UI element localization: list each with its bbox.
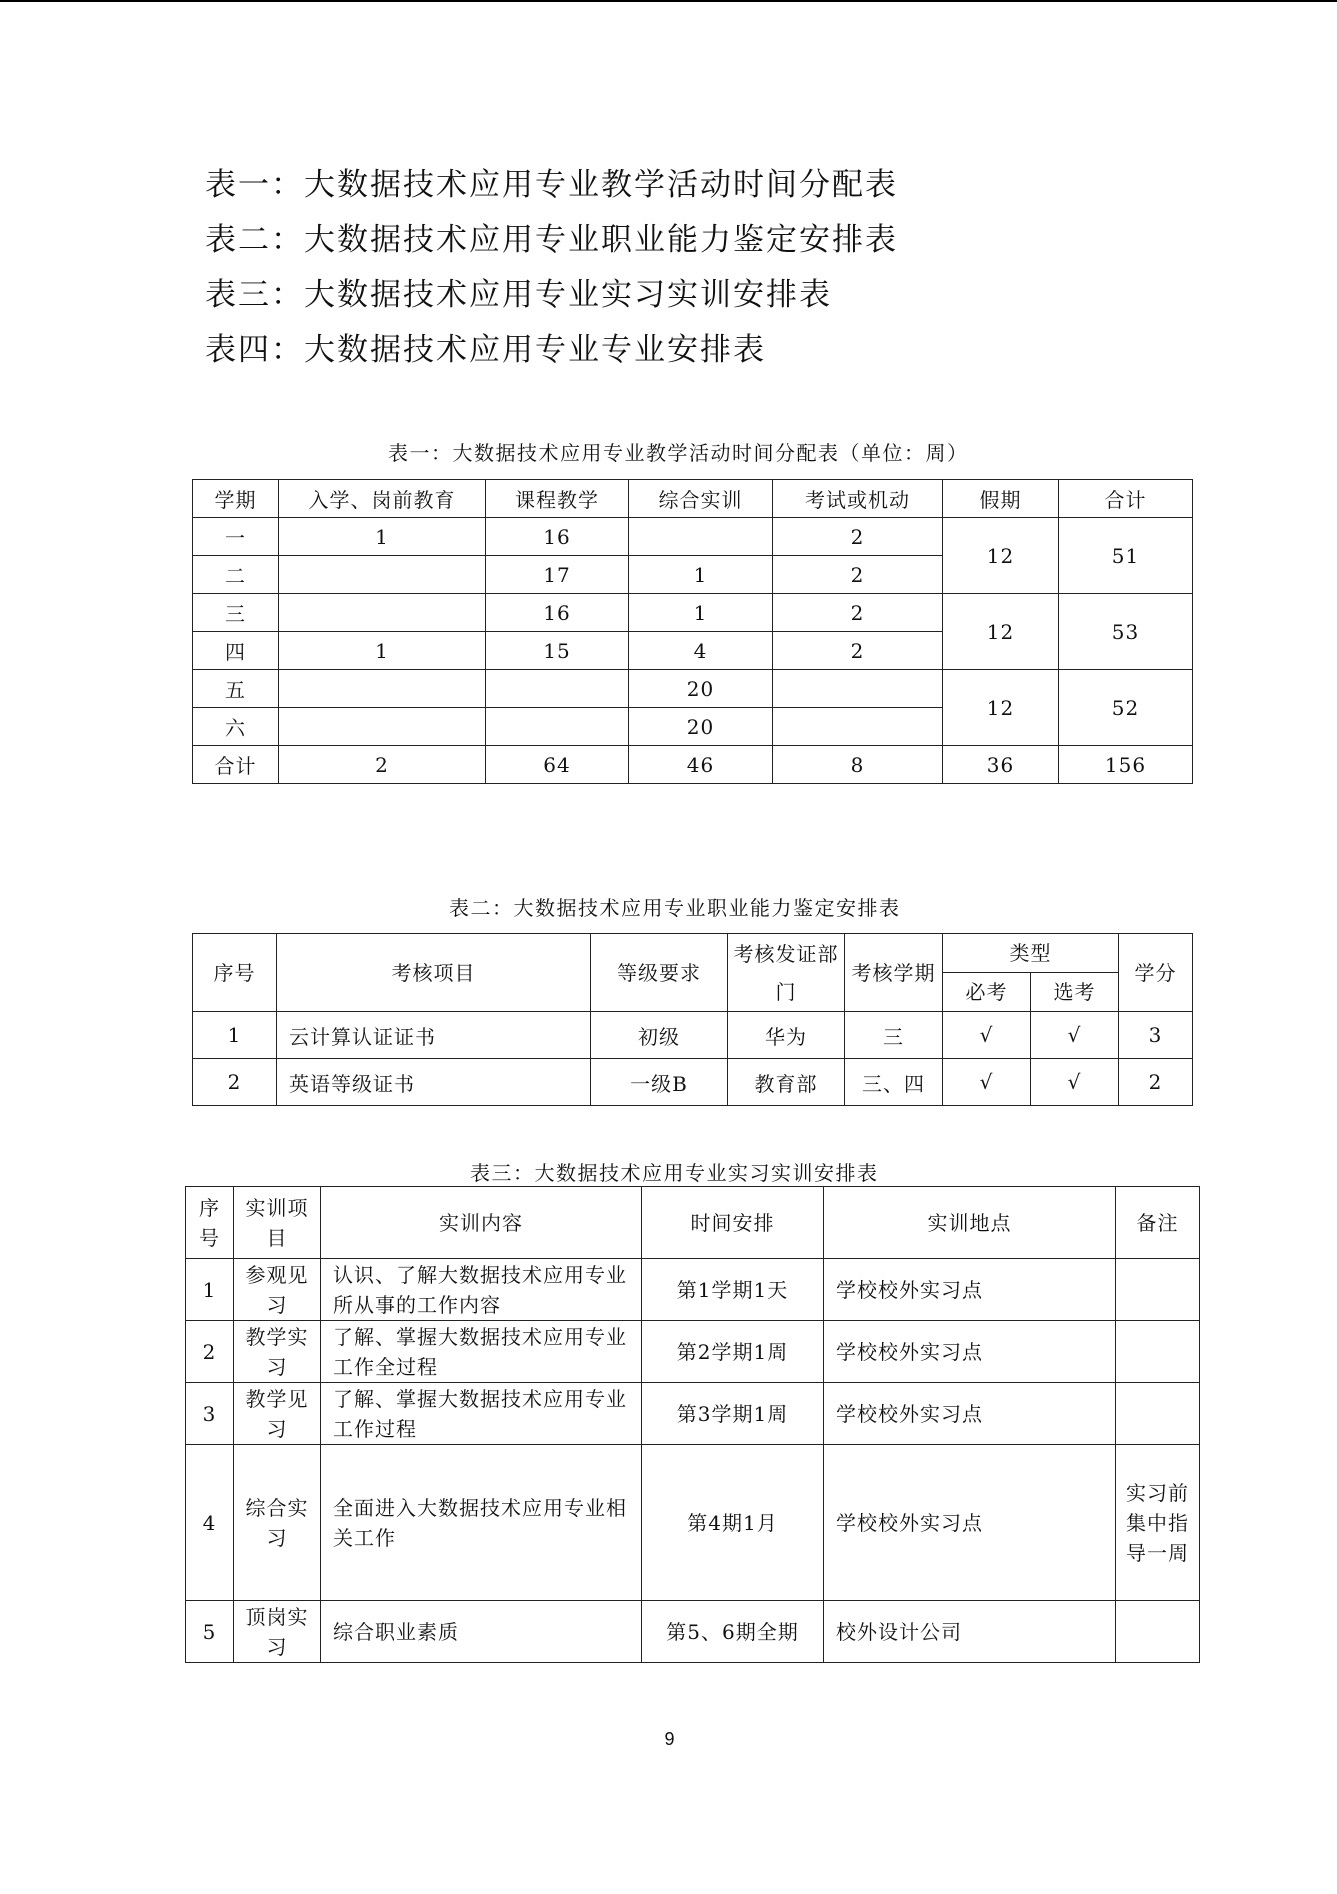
table-row bbox=[186, 1445, 1200, 1601]
table-cell: 英语等级证书 bbox=[277, 1059, 591, 1106]
table-cell: 参观见习 bbox=[234, 1259, 321, 1321]
table-cell bbox=[279, 556, 486, 594]
sum-cell: 2 bbox=[279, 746, 486, 784]
table-cell: 顶岗实习 bbox=[234, 1601, 321, 1663]
table-cell: 第2学期1周 bbox=[642, 1321, 824, 1383]
table-cell: 一级B bbox=[591, 1059, 728, 1106]
table-row bbox=[193, 670, 1193, 708]
table-cell: 了解、掌握大数据技术应用专业工作过程 bbox=[321, 1383, 642, 1445]
term-cell: 三 bbox=[193, 594, 279, 632]
table-cell: 学校校外实习点 bbox=[824, 1259, 1116, 1321]
table-cell bbox=[773, 708, 943, 746]
table-cell: 16 bbox=[486, 594, 629, 632]
table-cell: 教学实习 bbox=[234, 1321, 321, 1383]
table-cell bbox=[1116, 1321, 1200, 1383]
table-cell: 4 bbox=[629, 632, 773, 670]
header-cell: 学期 bbox=[193, 480, 279, 518]
table-row bbox=[193, 518, 1193, 556]
table-header-row bbox=[193, 934, 1193, 973]
table-cell: 云计算认证证书 bbox=[277, 1012, 591, 1059]
table-cell: 17 bbox=[486, 556, 629, 594]
sum-row bbox=[193, 746, 1193, 784]
header-cell: 等级要求 bbox=[591, 934, 728, 1012]
table-row bbox=[193, 594, 1193, 632]
header-cell: 必考 bbox=[943, 973, 1031, 1012]
header-cell: 考核学期 bbox=[845, 934, 943, 1012]
header-cell: 类型 bbox=[943, 934, 1119, 973]
header-cell: 综合实训 bbox=[629, 480, 773, 518]
table-cell: 学校校外实习点 bbox=[824, 1321, 1116, 1383]
check-cell: √ bbox=[1031, 1012, 1119, 1059]
table-cell: 三、四 bbox=[845, 1059, 943, 1106]
check-cell: √ bbox=[1031, 1059, 1119, 1106]
header-cell: 实训地点 bbox=[824, 1187, 1116, 1259]
sum-cell: 8 bbox=[773, 746, 943, 784]
table-list-item: 表四：大数据技术应用专业专业安排表 bbox=[205, 332, 766, 368]
total-cell: 51 bbox=[1059, 518, 1193, 594]
holiday-cell: 12 bbox=[943, 518, 1059, 594]
header-cell: 合计 bbox=[1059, 480, 1193, 518]
term-cell: 五 bbox=[193, 670, 279, 708]
table-cell bbox=[1116, 1601, 1200, 1663]
sum-cell: 46 bbox=[629, 746, 773, 784]
sum-cell: 64 bbox=[486, 746, 629, 784]
table-cell: 2 bbox=[773, 556, 943, 594]
table-cell: 1 bbox=[279, 632, 486, 670]
table-cell: 第3学期1周 bbox=[642, 1383, 824, 1445]
table-row bbox=[193, 1059, 1193, 1106]
table-cell bbox=[279, 708, 486, 746]
header-cell: 考核项目 bbox=[277, 934, 591, 1012]
header-cell: 课程教学 bbox=[486, 480, 629, 518]
term-cell: 二 bbox=[193, 556, 279, 594]
check-cell: √ bbox=[943, 1012, 1031, 1059]
table-row bbox=[193, 1012, 1193, 1059]
table-cell: 1 bbox=[186, 1259, 234, 1321]
table-cell: 教学见习 bbox=[234, 1383, 321, 1445]
table-cell: 2 bbox=[773, 594, 943, 632]
table-cell bbox=[486, 670, 629, 708]
header-cell: 假期 bbox=[943, 480, 1059, 518]
total-cell: 52 bbox=[1059, 670, 1193, 746]
table-list-item: 表一：大数据技术应用专业教学活动时间分配表 bbox=[205, 167, 898, 203]
table-cell: 了解、掌握大数据技术应用专业工作全过程 bbox=[321, 1321, 642, 1383]
table-row bbox=[186, 1601, 1200, 1663]
table-cell: 三 bbox=[845, 1012, 943, 1059]
header-cell: 时间安排 bbox=[642, 1187, 824, 1259]
table-cell: 教育部 bbox=[728, 1059, 845, 1106]
term-cell: 一 bbox=[193, 518, 279, 556]
table-row bbox=[186, 1321, 1200, 1383]
sum-cell: 36 bbox=[943, 746, 1059, 784]
holiday-cell: 12 bbox=[943, 594, 1059, 670]
table-cell: 认识、了解大数据技术应用专业所从事的工作内容 bbox=[321, 1259, 642, 1321]
total-cell: 53 bbox=[1059, 594, 1193, 670]
table-cell: 1 bbox=[279, 518, 486, 556]
header-cell: 序号 bbox=[186, 1187, 234, 1259]
table-header-row bbox=[193, 480, 1193, 518]
table-cell: 4 bbox=[186, 1445, 234, 1601]
table-list bbox=[205, 158, 898, 378]
table1-caption: 表一：大数据技术应用专业教学活动时间分配表（单位：周） bbox=[388, 441, 969, 465]
table-cell: 3 bbox=[1119, 1012, 1193, 1059]
table-cell: 16 bbox=[486, 518, 629, 556]
header-cell: 考核发证部门 bbox=[728, 934, 845, 1012]
teaching-time-table bbox=[192, 479, 1193, 784]
table-cell: 2 bbox=[773, 632, 943, 670]
table-header-row bbox=[186, 1187, 1200, 1259]
table-cell bbox=[629, 518, 773, 556]
table-cell: 5 bbox=[186, 1601, 234, 1663]
term-cell: 六 bbox=[193, 708, 279, 746]
table2-caption: 表二：大数据技术应用专业职业能力鉴定安排表 bbox=[449, 896, 901, 920]
table-cell: 综合职业素质 bbox=[321, 1601, 642, 1663]
table-cell bbox=[1116, 1383, 1200, 1445]
table-cell: 第4期1月 bbox=[642, 1445, 824, 1601]
header-cell: 实训内容 bbox=[321, 1187, 642, 1259]
internship-table bbox=[185, 1186, 1200, 1663]
table-cell: 初级 bbox=[591, 1012, 728, 1059]
check-cell: √ bbox=[943, 1059, 1031, 1106]
term-cell: 四 bbox=[193, 632, 279, 670]
sum-label-cell: 合计 bbox=[193, 746, 279, 784]
table-cell: 1 bbox=[629, 556, 773, 594]
table-list-item: 表二：大数据技术应用专业职业能力鉴定安排表 bbox=[205, 222, 898, 258]
header-cell: 学分 bbox=[1119, 934, 1193, 1012]
table-cell: 3 bbox=[186, 1383, 234, 1445]
table-cell: 20 bbox=[629, 708, 773, 746]
table-cell: 第5、6期全期 bbox=[642, 1601, 824, 1663]
table-list-item: 表三：大数据技术应用专业实习实训安排表 bbox=[205, 277, 832, 313]
table-cell: 2 bbox=[773, 518, 943, 556]
table-cell: 第1学期1天 bbox=[642, 1259, 824, 1321]
table-cell: 2 bbox=[1119, 1059, 1193, 1106]
table-cell: 2 bbox=[186, 1321, 234, 1383]
table-cell: 华为 bbox=[728, 1012, 845, 1059]
sum-cell: 156 bbox=[1059, 746, 1193, 784]
table3-caption: 表三：大数据技术应用专业实习实训安排表 bbox=[470, 1161, 879, 1185]
header-cell: 序号 bbox=[193, 934, 277, 1012]
table-cell: 综合实习 bbox=[234, 1445, 321, 1601]
header-cell: 备注 bbox=[1116, 1187, 1200, 1259]
table-cell bbox=[1116, 1259, 1200, 1321]
table-cell bbox=[279, 670, 486, 708]
page-number: 9 bbox=[664, 1729, 675, 1749]
table-cell: 学校校外实习点 bbox=[824, 1383, 1116, 1445]
table-cell: 20 bbox=[629, 670, 773, 708]
header-cell: 实训项目 bbox=[234, 1187, 321, 1259]
table-cell: 校外设计公司 bbox=[824, 1601, 1116, 1663]
header-cell: 入学、岗前教育 bbox=[279, 480, 486, 518]
table-cell: 15 bbox=[486, 632, 629, 670]
table-cell bbox=[773, 670, 943, 708]
table-cell: 全面进入大数据技术应用专业相关工作 bbox=[321, 1445, 642, 1601]
qualification-table bbox=[192, 933, 1193, 1106]
note-cell: 实习前集中指导一周 bbox=[1116, 1445, 1200, 1601]
table-cell bbox=[486, 708, 629, 746]
top-border-line bbox=[0, 0, 1339, 2]
holiday-cell: 12 bbox=[943, 670, 1059, 746]
table-cell: 1 bbox=[629, 594, 773, 632]
table-cell: 学校校外实习点 bbox=[824, 1445, 1116, 1601]
table-cell bbox=[279, 594, 486, 632]
table-row bbox=[186, 1259, 1200, 1321]
table-cell: 1 bbox=[193, 1012, 277, 1059]
header-cell: 选考 bbox=[1031, 973, 1119, 1012]
header-cell: 考试或机动 bbox=[773, 480, 943, 518]
table-row bbox=[186, 1383, 1200, 1445]
table-cell: 2 bbox=[193, 1059, 277, 1106]
